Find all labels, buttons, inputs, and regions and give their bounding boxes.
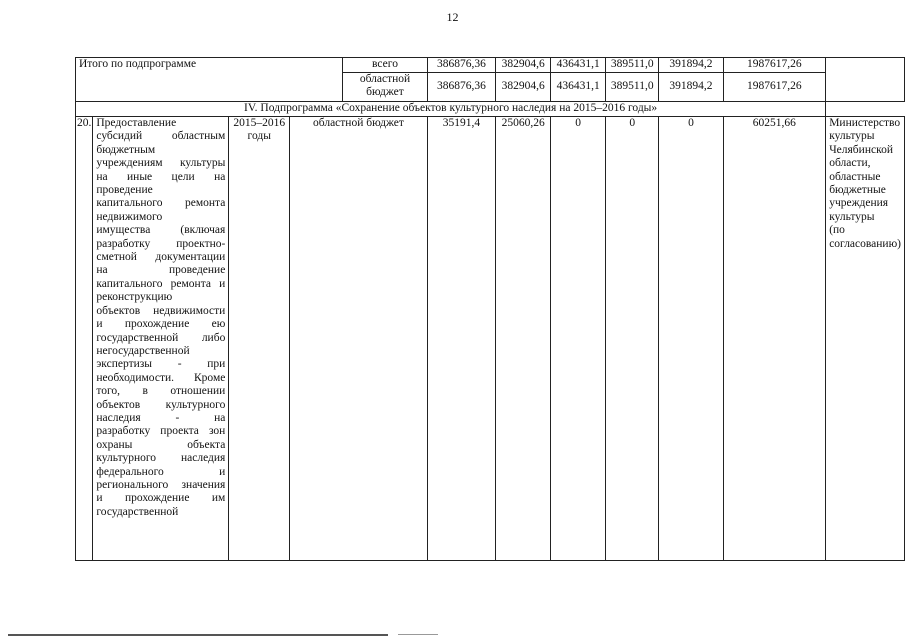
- summary-value: 391894,2: [659, 73, 723, 102]
- description-line: капитального ремонта и: [96, 277, 226, 290]
- summary-row-total: [76, 58, 905, 73]
- description-line: учреждениям культуры: [96, 157, 226, 170]
- description-line: на проведение: [96, 264, 226, 277]
- row-value: 25060,26: [496, 117, 551, 561]
- description-line: охраны объекта: [96, 438, 226, 451]
- description-line: негосударственной: [96, 344, 190, 357]
- description-line: разработку проектно-: [96, 237, 226, 250]
- summary-responsible-empty: [826, 58, 905, 102]
- description-line: проведение: [96, 184, 153, 197]
- row-responsible: [826, 117, 905, 561]
- description-line: разработку проекта зон: [96, 425, 226, 438]
- description-line: культурного наследия: [96, 452, 226, 465]
- description-line: недвижимого: [96, 210, 163, 223]
- description-line: бюджетным: [96, 143, 156, 156]
- summary-value: 382904,6: [496, 73, 551, 102]
- row-value: 0: [606, 117, 659, 561]
- responsible-line: учреждения: [829, 197, 889, 210]
- summary-value: 389511,0: [606, 58, 659, 73]
- responsible-line: бюджетные: [829, 184, 886, 197]
- row-value-total: 60251,66: [723, 117, 826, 561]
- summary-value: 391894,2: [659, 58, 723, 73]
- description-line: и прохождение им: [96, 492, 226, 505]
- summary-source: областной бюджет: [343, 73, 427, 102]
- description-line: необходимости. Кроме: [96, 371, 226, 384]
- description-line: экспертизы - при: [96, 358, 226, 371]
- row-value: 0: [551, 117, 606, 561]
- row-description: [93, 117, 229, 561]
- page-number: 12: [446, 10, 459, 24]
- table-row: [76, 117, 905, 561]
- summary-value: 382904,6: [496, 58, 551, 73]
- description-line: объектов культурного: [96, 398, 226, 411]
- description-line: имущества (включая: [96, 224, 226, 237]
- description-line: субсидий областным: [96, 130, 226, 143]
- responsible-line: Министерство: [829, 117, 901, 129]
- description-line: федерального и: [96, 465, 226, 478]
- responsible-line: области, областные: [829, 157, 881, 183]
- program-table: [75, 57, 905, 561]
- description-line: объектов недвижимости: [96, 304, 226, 317]
- row-period: 2015–2016 годы: [229, 117, 290, 561]
- description-line: капитального ремонта: [96, 197, 226, 210]
- scan-artifact-line: [398, 634, 438, 635]
- description-line: на иные цели на: [96, 170, 226, 183]
- description-line: регионального значения: [96, 478, 226, 491]
- scan-artifact-line: [8, 634, 388, 636]
- description-line: государственной либо: [96, 331, 226, 344]
- summary-value: 386876,36: [427, 58, 495, 73]
- summary-value: 1987617,26: [723, 58, 826, 73]
- description-line: реконструкцию: [96, 291, 173, 304]
- summary-value: 1987617,26: [723, 73, 826, 102]
- row-value: 0: [659, 117, 723, 561]
- row-number: 20.: [76, 117, 93, 561]
- responsible-line: культуры: [829, 130, 875, 143]
- responsible-line: Челябинской: [829, 143, 893, 156]
- section-title: IV. Подпрограмма «Сохранение объектов культурного наследия на 2015–2016 годы»: [76, 102, 826, 117]
- row-value: 35191,4: [427, 117, 495, 561]
- section-header-row: [76, 102, 905, 117]
- description-line: наследия - на: [96, 411, 226, 424]
- row-source: областной бюджет: [290, 117, 428, 561]
- summary-value: 436431,1: [551, 73, 606, 102]
- summary-value: 389511,0: [606, 73, 659, 102]
- summary-value: 436431,1: [551, 58, 606, 73]
- summary-value: 386876,36: [427, 73, 495, 102]
- description-line: государственной: [96, 505, 179, 518]
- responsible-line: культуры: [829, 210, 875, 223]
- description-line: Предоставление: [96, 117, 177, 129]
- description-line: сметной документации: [96, 251, 226, 264]
- summary-label: Итого по подпрограмме: [76, 58, 343, 102]
- summary-source: всего: [343, 58, 427, 73]
- responsible-line: (по согласованию): [829, 224, 901, 250]
- description-line: того, в отношении: [96, 385, 226, 398]
- description-line: и прохождение ею: [96, 318, 226, 331]
